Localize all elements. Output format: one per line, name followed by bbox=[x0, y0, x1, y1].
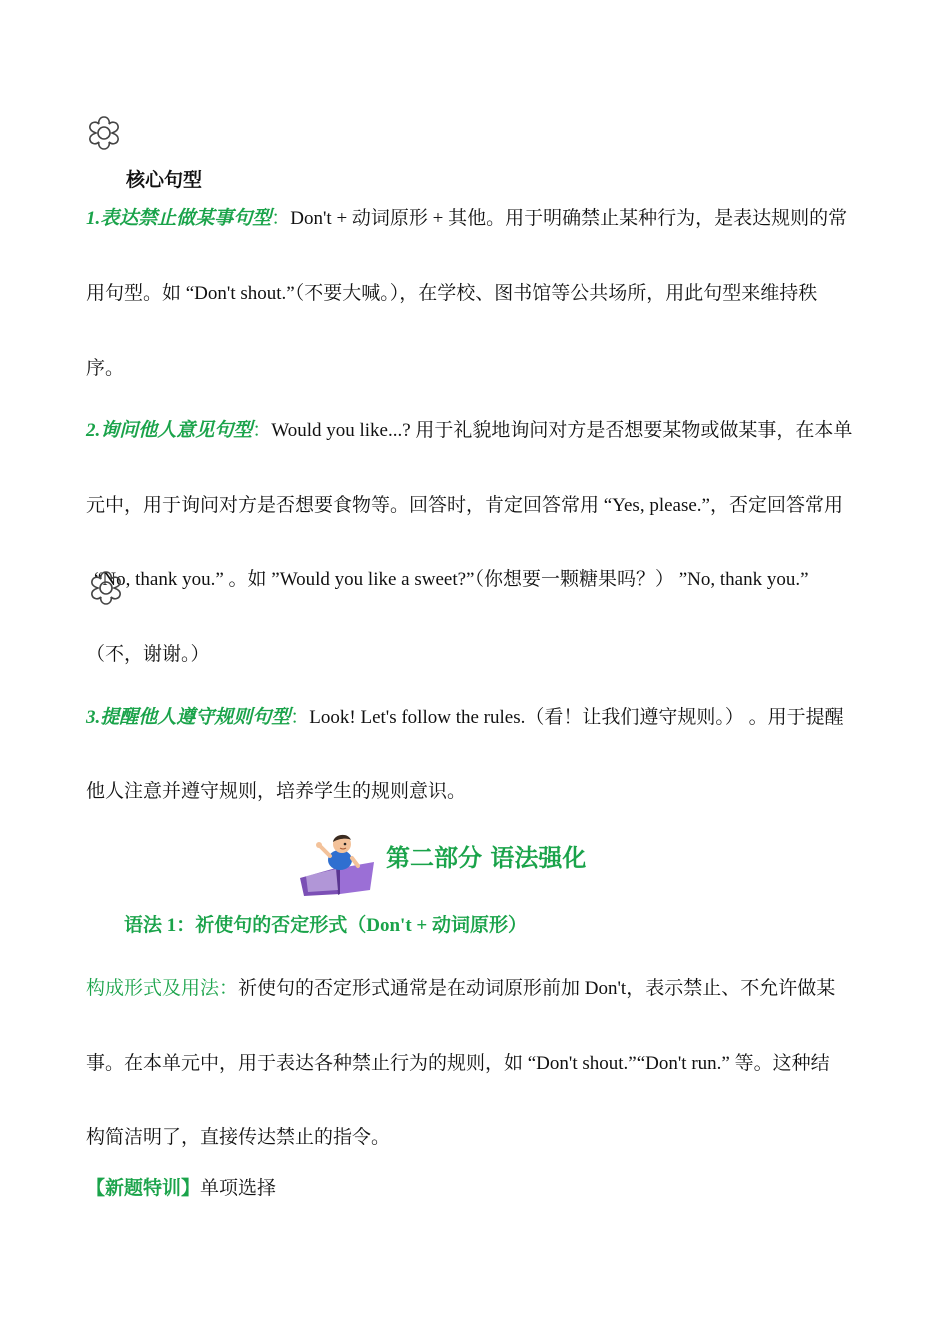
item-1-label: 1.表达禁止做某事句型 bbox=[86, 208, 272, 229]
item-1-text: Don't + 动词原形 + 其他。用于明确禁止某种行为，是表达规则的常 bbox=[290, 208, 848, 229]
boy-reading-book-icon bbox=[296, 832, 382, 898]
section-heading: 核心句型 bbox=[126, 169, 203, 191]
grammar-text: 祈使句的否定形式通常是在动词原形前加 Don't，表示禁止、不允许做某 bbox=[238, 978, 836, 999]
item-3-sep: ： bbox=[290, 707, 310, 728]
item-1-line-3: 序。 bbox=[86, 358, 125, 379]
grammar-line-2: 事。在本单元中，用于表达各种禁止行为的规则，如 “Don't shout.”“Don't run.” 等。这种结 bbox=[86, 1053, 830, 1074]
item-2-sep: ： bbox=[252, 420, 272, 441]
grammar-title: 语法 1：祈使句的否定形式（Don't + 动词原形） bbox=[124, 915, 527, 936]
item-1-line-1 bbox=[86, 207, 866, 231]
item-3-label: 3.提醒他人遵守规则句型 bbox=[86, 707, 291, 728]
grammar-label: 构成形式及用法： bbox=[86, 978, 239, 999]
section-title: 第二部分 语法强化 bbox=[386, 844, 587, 872]
grammar-line-3: 构简洁明了，直接传达禁止的指令。 bbox=[86, 1127, 391, 1148]
item-2-line-3: “No, thank you.” 。如 ”Would you like a sweet?”（你想要一颗糖果吗？） ”No, thank you.” bbox=[94, 569, 809, 590]
training-text: 单项选择 bbox=[200, 1178, 277, 1199]
training-line bbox=[86, 1177, 866, 1201]
training-label: 【新题特训】 bbox=[86, 1178, 201, 1199]
item-2-label: 2.询问他人意见句型 bbox=[86, 420, 253, 441]
flower-outline-icon bbox=[84, 113, 124, 153]
item-2-line-2: 元中，用于询问对方是否想要食物等。回答时，肯定回答常用 “Yes, please.”，否定回答常用 bbox=[86, 495, 843, 516]
item-1-sep: ： bbox=[271, 208, 291, 229]
item-2-text: Would you like...? 用于礼貌地询问对方是否想要某物或做某事，在本单 bbox=[271, 420, 853, 441]
flower-outline-icon bbox=[86, 568, 126, 608]
item-1-line-2: 用句型。如 “Don't shout.”（不要大喊。），在学校、图书馆等公共场所，用此句型来维持秩 bbox=[86, 283, 818, 304]
item-2-line-4: （不，谢谢。） bbox=[86, 644, 210, 665]
item-3-text: Look! Let's follow the rules.（看！让我们遵守规则。） 。用于提醒 bbox=[309, 707, 844, 728]
grammar-line-1 bbox=[86, 977, 866, 1001]
item-2-line-1 bbox=[86, 419, 866, 443]
item-3-line-1 bbox=[86, 706, 866, 730]
item-3-line-2: 他人注意并遵守规则，培养学生的规则意识。 bbox=[86, 781, 467, 802]
